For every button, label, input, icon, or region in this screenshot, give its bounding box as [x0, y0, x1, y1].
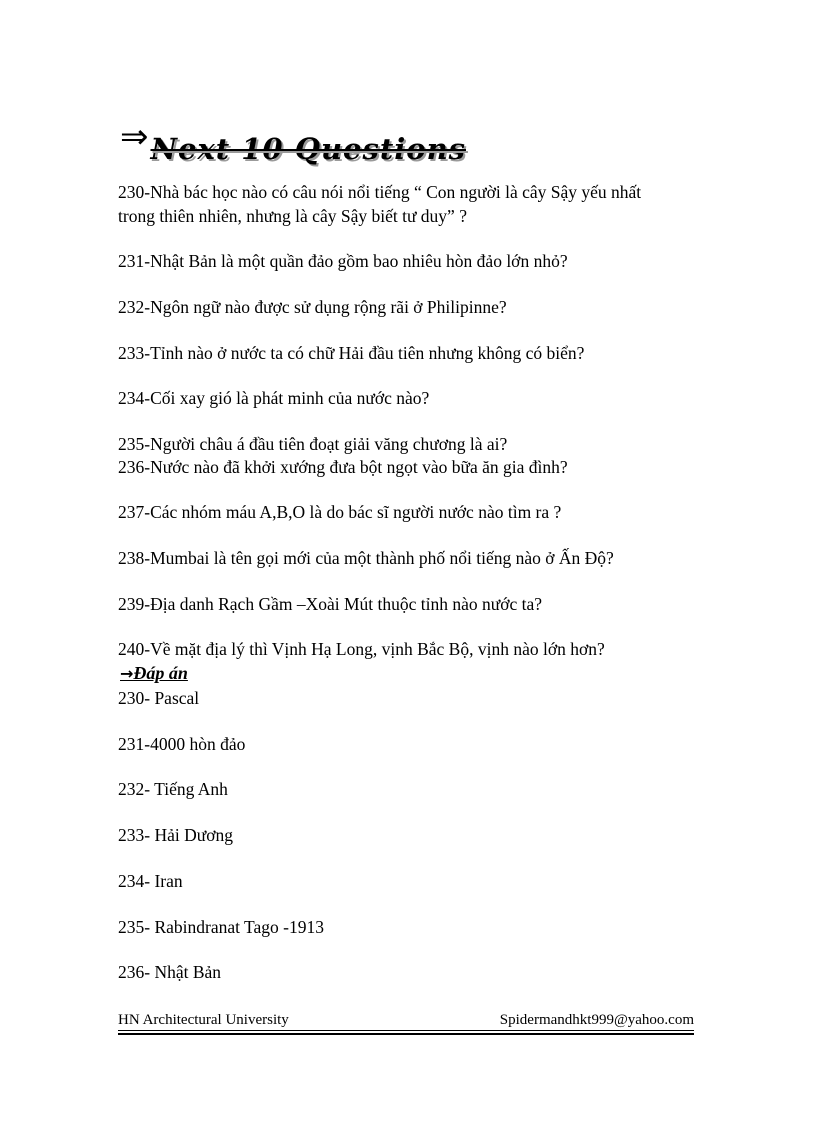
answers-heading-label: Đáp án [133, 663, 188, 683]
section-title: Next 10 Questions [150, 132, 466, 166]
question-234: 234-Cối xay gió là phát minh của nước nào? [118, 388, 430, 408]
footer-university: HN Architectural University [118, 1012, 289, 1028]
double-arrow-icon: ⇒ [120, 117, 149, 157]
question-231: 231-Nhật Bản là một quần đảo gồm bao nhiêu hòn đảo lớn nhỏ? [118, 251, 568, 271]
footer-email: Spidermandhkt999@yahoo.com [499, 1012, 694, 1028]
answer-230: 230- Pascal [118, 688, 200, 708]
answer-232: 232- Tiếng Anh [118, 779, 228, 799]
question-236: 236-Nước nào đã khởi xướng đưa bột ngọt vào bữa ăn gia đình? [118, 457, 568, 477]
answer-231: 231-4000 hòn đảo [118, 734, 246, 754]
question-238: 238-Mumbai là tên gọi mới của một thành phố nổi tiếng nào ở Ấn Độ? [118, 548, 614, 568]
question-240: 240-Về mặt địa lý thì Vịnh Hạ Long, vịnh Bắc Bộ, vịnh nào lớn hơn? [118, 639, 605, 659]
question-230-line-2: trong thiên nhiên, nhưng là cây Sậy biết tư duy” ? [118, 206, 467, 226]
answer-235: 235- Rabindranat Tago -1913 [118, 917, 324, 937]
answer-233: 233- Hải Dương [118, 825, 233, 845]
answer-236: 236- Nhật Bản [118, 962, 222, 982]
question-235: 235-Người châu á đầu tiên đoạt giải văng chương là ai? [118, 434, 508, 454]
right-arrow-icon: → [120, 664, 134, 683]
question-237: 237-Các nhóm máu A,B,O là do bác sĩ người nước nào tìm ra ? [118, 502, 562, 522]
question-232: 232-Ngôn ngữ nào được sử dụng rộng rãi ở Philipinne? [118, 297, 507, 317]
answers-heading [120, 661, 188, 686]
footer-rule-thick [118, 1033, 694, 1035]
question-233: 233-Tỉnh nào ở nước ta có chữ Hải đầu tiên nhưng không có biển? [118, 343, 585, 363]
footer-rule [118, 1030, 694, 1031]
question-230-line-1: 230-Nhà bác học nào có câu nói nổi tiếng “ Con người là cây Sậy yếu nhất [118, 182, 642, 202]
question-239: 239-Địa danh Rạch Gầm –Xoài Mút thuộc tỉnh nào nước ta? [118, 594, 543, 614]
section-heading [120, 118, 466, 166]
answer-234: 234- Iran [118, 871, 183, 891]
